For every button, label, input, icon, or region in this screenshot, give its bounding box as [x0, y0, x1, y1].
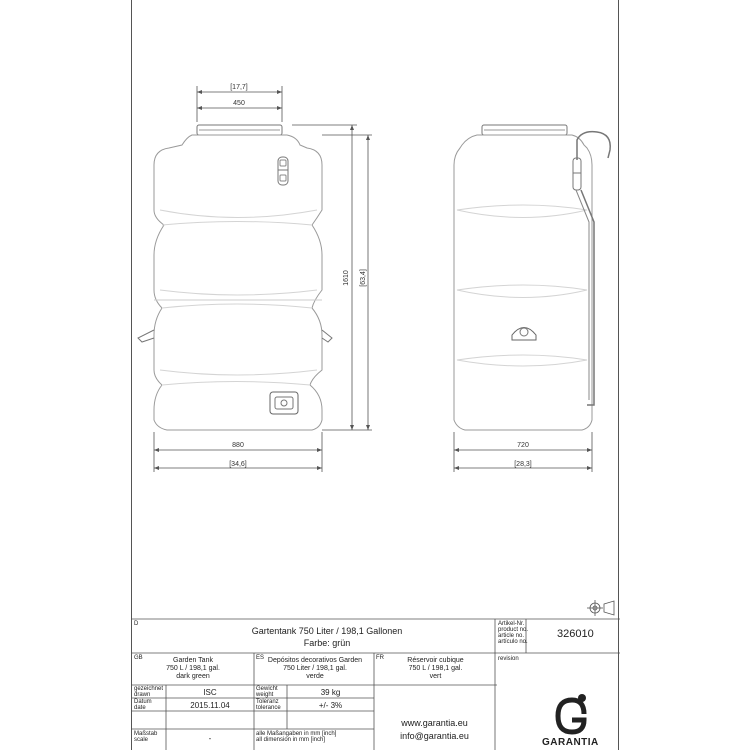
lang-es-label: ES — [256, 655, 265, 661]
scale-label: Maßstab — [134, 731, 158, 737]
dim-side-width-inch: [28,3] — [514, 461, 532, 468]
email-link[interactable]: info@garantia.eu — [400, 731, 469, 741]
dim-top-inch: [17,7] — [230, 84, 248, 91]
dim-front-width-mm: 880 — [232, 442, 244, 449]
tolerance-label-en: tolerance — [256, 705, 281, 711]
gb-line3: dark green — [176, 673, 210, 680]
article-label-es: article no. — [498, 633, 525, 639]
dim-top-mm: 450 — [233, 100, 245, 107]
brand-name: GARANTIA — [542, 737, 599, 748]
website-link[interactable]: www.garantia.eu — [401, 718, 468, 728]
article-label: Artikel-Nr. — [498, 621, 525, 627]
gb-line1: Garden Tank — [173, 657, 213, 664]
lang-d-label: D — [134, 621, 139, 627]
date-label: Datum — [134, 699, 152, 705]
article-label-en: product no. — [498, 627, 529, 633]
fr-line3: vert — [429, 673, 442, 680]
date-value: 2015.11.04 — [190, 701, 230, 710]
article-label-fr: artículo no. — [498, 639, 528, 645]
dim-height-inch: [63,4] — [360, 269, 367, 287]
scale-value: - — [208, 734, 212, 743]
es-line1: Depósitos decorativos Garden — [267, 657, 363, 664]
fr-line2: 750 L / 198,1 gal. — [408, 665, 463, 672]
revision-label: revision — [498, 656, 519, 662]
lang-fr-label: FR — [376, 655, 384, 661]
side-view-tank — [454, 125, 610, 430]
drawn-value: ISC — [203, 688, 217, 697]
scale-label-en: scale — [134, 737, 149, 743]
tolerance-value: +/- 3% — [318, 701, 343, 710]
front-view-tank — [138, 125, 332, 430]
gb-line2: 750 L / 198,1 gal. — [166, 665, 220, 672]
drawn-label: gezeichnet — [134, 686, 164, 692]
weight-label: Gewicht — [256, 686, 278, 692]
date-label-en: date — [134, 705, 146, 711]
lang-gb-label: GB — [134, 655, 143, 661]
drawing-subtitle: Farbe: grün — [303, 638, 351, 648]
units-line2: all dimension in mm [inch] — [256, 737, 326, 743]
projection-symbol-icon — [587, 600, 614, 616]
drawing-sheet — [131, 0, 619, 750]
weight-value: 39 kg — [320, 688, 341, 697]
drawing-title: Gartentank 750 Liter / 198,1 Gallonen — [251, 626, 403, 636]
weight-label-en: weight — [256, 692, 274, 698]
dim-side-width-mm: 720 — [517, 442, 529, 449]
tolerance-label: Toleranz — [256, 699, 279, 705]
units-line1: alle Maßangaben in mm [inch] — [256, 731, 337, 737]
dim-height-mm: 1610 — [343, 270, 350, 286]
drawn-label-en: drawn — [134, 692, 151, 698]
es-line3: verde — [306, 673, 324, 680]
article-number: 326010 — [557, 628, 594, 640]
fr-line1: Réservoir cubique — [407, 657, 464, 664]
dim-front-width-inch: [34,6] — [229, 461, 247, 468]
es-line2: 750 Liter / 198,1 gal. — [283, 665, 347, 672]
